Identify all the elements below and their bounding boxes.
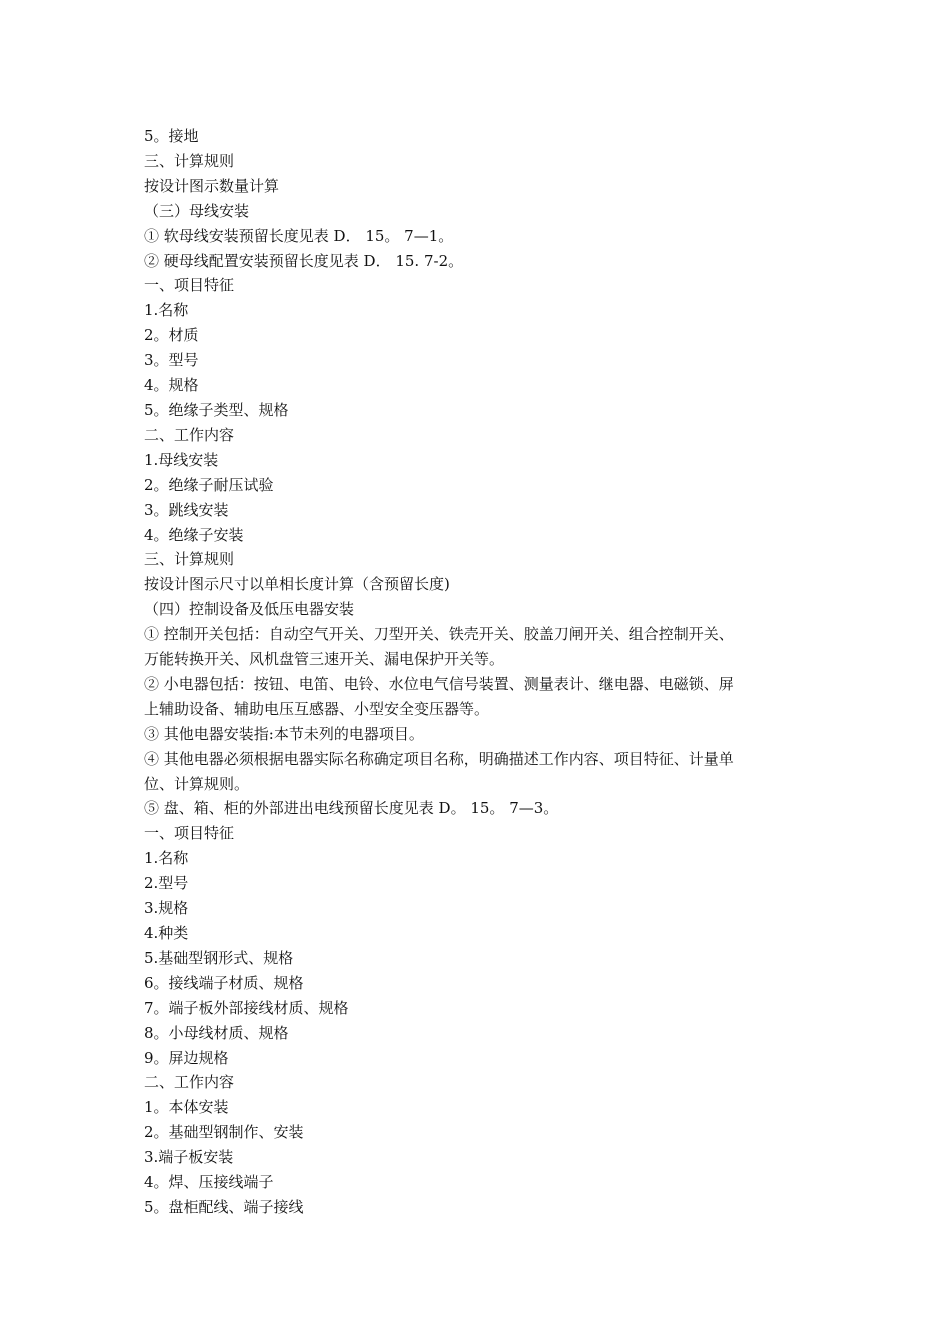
section-heading: 三、计算规则	[144, 550, 235, 569]
list-item: 4.种类	[144, 924, 189, 942]
list-item: 6。接线端子材质、规格	[144, 973, 304, 992]
note-line: ③ 其他电器安装指:本节未列的电器项目。	[144, 724, 424, 743]
section-heading: 一、项目特征	[144, 824, 235, 843]
note-line: ① 软母线安装预留长度见表 D． 15。 7—1。	[144, 226, 454, 245]
list-item: 1.名称	[144, 849, 189, 868]
section-title: （三）母线安装	[144, 201, 250, 220]
document-body	[144, 124, 809, 1220]
list-item: 3.规格	[144, 899, 189, 918]
list-item: 2。基础型钢制作、安装	[144, 1123, 304, 1142]
text-line: 按设计图示数量计算	[144, 176, 280, 195]
list-item: 2。绝缘子耐压试验	[144, 475, 274, 494]
section-heading: 二、工作内容	[144, 425, 235, 444]
list-item: 5。绝缘子类型、规格	[144, 400, 289, 419]
list-item: 3.端子板安装	[144, 1148, 234, 1167]
list-item: 7。端子板外部接线材质、规格	[144, 998, 349, 1017]
note-line: ② 小电器包括：按钮、电笛、电铃、水位电气信号装置、测量表计、继电器、电磁锁、屏	[144, 674, 734, 693]
list-item: 3。型号	[144, 351, 199, 370]
text-line: 按设计图示尺寸以单相长度计算（含预留长度)	[144, 575, 450, 594]
list-item: 5.基础型钢形式、规格	[144, 948, 294, 967]
note-line: ② 硬母线配置安装预留长度见表 D． 15. 7-2。	[144, 251, 464, 270]
note-line-continued: 万能转换开关、风机盘管三速开关、漏电保护开关等。	[144, 650, 505, 669]
list-item: 1。本体安装	[144, 1098, 229, 1117]
list-item: 3。跳线安装	[144, 500, 229, 519]
list-item: 4。焊、压接线端子	[144, 1173, 274, 1192]
list-item: 4。绝缘子安装	[144, 525, 244, 544]
list-item: 5。盘柜配线、端子接线	[144, 1197, 304, 1216]
note-line: ① 控制开关包括：自动空气开关、刀型开关、铁壳开关、胶盖刀闸开关、组合控制开关、	[144, 625, 734, 644]
section-title: （四）控制设备及低压电器安装	[144, 600, 355, 619]
list-item: 1.名称	[144, 301, 189, 320]
section-heading: 三、计算规则	[144, 151, 235, 170]
note-line-continued: 上辅助设备、辅助电压互感器、小型安全变压器等。	[144, 699, 490, 718]
list-item: 4。规格	[144, 376, 199, 395]
section-heading: 一、项目特征	[144, 276, 235, 295]
section-heading: 二、工作内容	[144, 1073, 235, 1092]
note-line-continued: 位、计算规则。	[144, 774, 250, 793]
list-item: 8。小母线材质、规格	[144, 1023, 289, 1042]
list-item: 2。材质	[144, 326, 199, 345]
note-line: ⑤ 盘、箱、柜的外部进出电线预留长度见表 D。 15。 7—3。	[144, 799, 559, 818]
list-item: 2.型号	[144, 874, 189, 893]
note-line: ④ 其他电器必须根据电器实际名称确定项目名称，明确描述工作内容、项目特征、计量单	[144, 749, 734, 768]
list-item: 9。屏边规格	[144, 1048, 229, 1067]
list-item: 1.母线安装	[144, 450, 219, 469]
text-line: 5。接地	[144, 127, 199, 145]
